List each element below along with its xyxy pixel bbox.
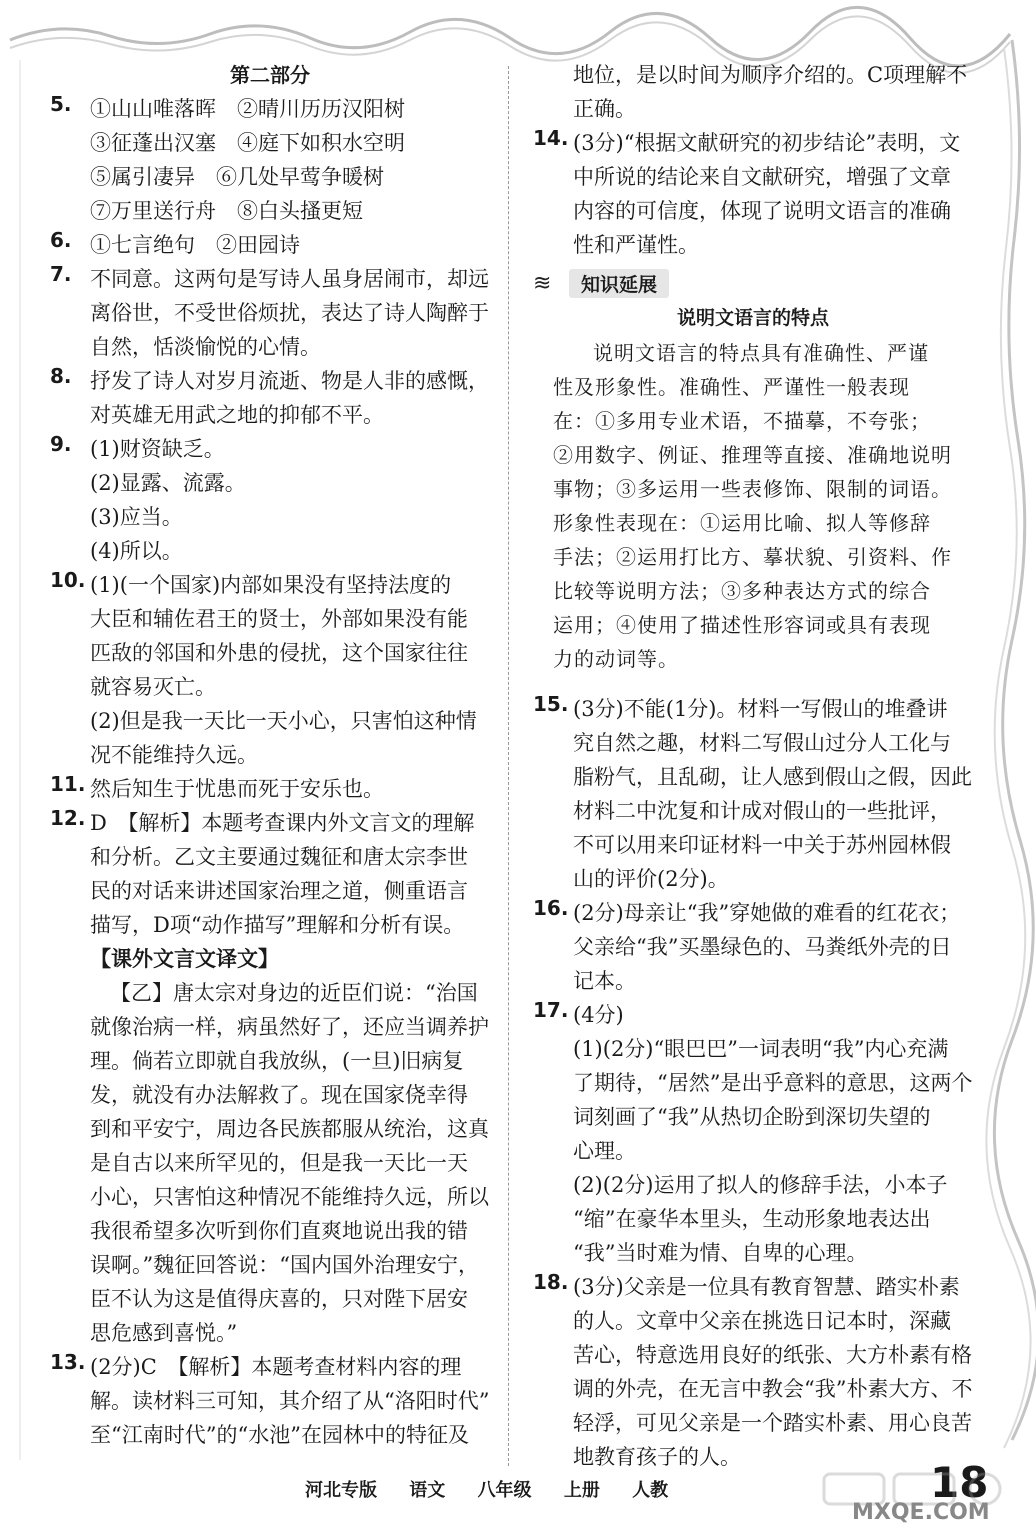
translation-line: 就像治病一样，病虽然好了，还应当调养护 <box>90 1015 489 1039</box>
answer-line: 轻浮，可见父亲是一个踏实朴素、用心良苦 <box>573 1411 972 1435</box>
answer-line: 了期待，“居然”是出乎意料的意思，这两个 <box>573 1071 973 1095</box>
answer-line: 匹敌的邻国和外患的侵扰，这个国家往往 <box>90 641 468 665</box>
question-number: 13. <box>50 1350 86 1374</box>
left-column <box>50 58 490 1452</box>
footer-grade: 八年级 <box>477 1480 532 1501</box>
answer-line: (3)应当。 <box>90 505 183 529</box>
question-13-continued <box>533 58 973 126</box>
question-5 <box>50 92 490 228</box>
watermark-text: MXQE.COM <box>852 1500 990 1525</box>
answer-line: 调的外壳，在无言中教会“我”朴素大方、不 <box>573 1377 973 1401</box>
wave-lines-icon: ≋ <box>533 270 552 296</box>
question-number: 6. <box>50 228 72 252</box>
knowledge-line: 形象性表现在：①运用比喻、拟人等修辞 <box>553 511 931 535</box>
knowledge-line: 性及形象性。准确性、严谨性一般表现 <box>553 375 910 399</box>
answer-line: 词刻画了“我”从热切企盼到深切失望的 <box>573 1105 931 1129</box>
question-7 <box>50 262 490 364</box>
translation-line: 我很希望多次听到你们直爽地说出我的错 <box>90 1219 468 1243</box>
answer-line: 地教育孩子的人。 <box>573 1445 741 1469</box>
question-number: 16. <box>533 896 569 920</box>
answer-line: (2)显露、流露。 <box>90 471 246 495</box>
page-number: 18 <box>930 1458 989 1507</box>
answer-line: 民的对话来讲述国家治理之道，侧重语言 <box>90 879 468 903</box>
answer-line: 对英雄无用武之地的抑郁不平。 <box>90 403 384 427</box>
question-8 <box>50 364 490 432</box>
answer-line: (3分)父亲是一位具有教育智慧、踏实朴素 <box>573 1275 960 1299</box>
answer-line: 描写，D项“动作描写”理解和分析有误。 <box>90 913 465 937</box>
translation-line: 思危感到喜悦。” <box>90 1321 238 1345</box>
answer-line: (2分)母亲让“我”穿她做的难看的红花衣； <box>573 901 961 925</box>
knowledge-line: 说明文语言的特点具有准确性、严谨 <box>593 341 929 365</box>
knowledge-line: 运用；④使用了描述性形容词或具有表现 <box>553 613 931 637</box>
answer-line: 然后知生于忧患而死于安乐也。 <box>90 777 384 801</box>
answer-line: 就容易灭亡。 <box>90 675 216 699</box>
answer-line: (2分)C 【解析】本题考查材料内容的理 <box>90 1355 462 1379</box>
answer-line: (3分)不能(1分)。材料一写假山的堆叠讲 <box>573 697 948 721</box>
knowledge-title: 说明文语言的特点 <box>676 307 829 329</box>
translation-line: 误啊。”魏征回答说：“国内国外治理安宁， <box>90 1253 479 1277</box>
answer-line: (3分)“根据文献研究的初步结论”表明，文 <box>573 131 961 155</box>
answer-line: 记本。 <box>573 969 636 993</box>
question-number: 9. <box>50 432 72 456</box>
question-15 <box>533 692 973 896</box>
answer-line: 心理。 <box>573 1139 636 1163</box>
answer-line: “我”当时难为情、自卑的心理。 <box>573 1241 868 1265</box>
question-10 <box>50 568 490 772</box>
translation-line: 是自古以来所罕见的，但是我一天比一天 <box>90 1151 468 1175</box>
question-number: 11. <box>50 772 86 796</box>
answer-line: ③征蓬出汉塞 ④庭下如积水空明 <box>90 131 405 155</box>
answer-line: 自然，恬淡愉悦的心情。 <box>90 335 321 359</box>
question-number: 8. <box>50 364 72 388</box>
knowledge-line: 在：①多用专业术语，不描摹，不夸张； <box>553 409 931 433</box>
footer-subject: 语文 <box>409 1480 446 1501</box>
answer-line: ⑦万里送行舟 ⑧白头搔更短 <box>90 199 363 223</box>
knowledge-line: 比较等说明方法；③多种表达方式的综合 <box>553 579 931 603</box>
question-6 <box>50 228 490 262</box>
answer-line: 父亲给“我”买墨绿色的、马粪纸外壳的日 <box>573 935 952 959</box>
knowledge-body <box>533 336 973 676</box>
answer-line: 中所说的结论来自文献研究，增强了文章 <box>573 165 951 189</box>
answer-line: ①七言绝句 ②田园诗 <box>90 233 300 257</box>
answer-line: 内容的可信度，体现了说明文语言的准确 <box>573 199 951 223</box>
answer-line: 地位，是以时间为顺序介绍的。C项理解不 <box>573 63 968 87</box>
page-footer <box>305 1476 686 1502</box>
translation-line: 到和平安宁，周边各民族都服从统治，这真 <box>90 1117 489 1141</box>
question-13 <box>50 1350 490 1452</box>
answer-line: 不可以用来印证材料一中关于苏州园林假 <box>573 833 951 857</box>
answer-line: (1)财资缺乏。 <box>90 437 225 461</box>
knowledge-extension-header <box>533 266 973 300</box>
footer-volume: 上册 <box>563 1480 600 1501</box>
answer-line: (2)但是我一天比一天小心，只害怕这种情 <box>90 709 477 733</box>
answer-line: 况不能维持久远。 <box>90 743 258 767</box>
answer-line: 不同意。这两句是写诗人虽身居闹市，却远 <box>90 267 489 291</box>
answer-line: 山的评价(2分)。 <box>573 867 729 891</box>
answer-line: (2)(2分)运用了拟人的修辞手法，小本子 <box>573 1173 948 1197</box>
answer-line: (4分) <box>573 1003 624 1027</box>
answer-line: 离俗世，不受世俗烦扰，表达了诗人陶醉于 <box>90 301 489 325</box>
question-17 <box>533 998 973 1270</box>
answer-line: 和分析。乙文主要通过魏征和唐太宗李世 <box>90 845 468 869</box>
knowledge-line: 力的动词等。 <box>553 647 679 671</box>
answer-line: ⑤属引凄异 ⑥几处早莺争暖树 <box>90 165 384 189</box>
question-number: 12. <box>50 806 86 830</box>
column-divider <box>508 66 509 1466</box>
question-number: 14. <box>533 126 569 150</box>
answer-line: 的人。文章中父亲在挑选日记本时，深藏 <box>573 1309 951 1333</box>
question-9 <box>50 432 490 568</box>
translation-line: 发，就没有办法解救了。现在国家侥幸得 <box>90 1083 468 1107</box>
footer-edition: 河北专版 <box>305 1480 377 1501</box>
answer-line: 至“江南时代”的“水池”在园林中的特征及 <box>90 1423 469 1447</box>
right-column <box>533 58 973 1474</box>
question-16 <box>533 896 973 998</box>
knowledge-line: ②用数字、例证、推理等直接、准确地说明 <box>553 443 952 467</box>
question-number: 15. <box>533 692 569 716</box>
answer-line: D 【解析】本题考查课内外文言文的理解 <box>90 811 475 835</box>
footer-publisher: 人教 <box>632 1480 669 1501</box>
answer-line: (4)所以。 <box>90 539 183 563</box>
knowledge-line: 事物；③多运用一些表修饰、限制的词语。 <box>553 477 952 501</box>
answer-line: 究自然之趣，材料二写假山过分人工化与 <box>573 731 951 755</box>
answer-line: ①山山唯落晖 ②晴川历历汉阳树 <box>90 97 405 121</box>
knowledge-extension-label: 知识延展 <box>569 269 669 298</box>
answer-line: 性和严谨性。 <box>573 233 699 257</box>
question-18 <box>533 1270 973 1474</box>
question-number: 17. <box>533 998 569 1022</box>
question-12 <box>50 806 490 1350</box>
answer-line: 脂粉气，且乱砌，让人感到假山之假，因此 <box>573 765 972 789</box>
translation-line: 小心，只害怕这种情况不能维持久远，所以 <box>90 1185 489 1209</box>
translation-line: 【乙】唐太宗对身边的近臣们说：“治国 <box>110 981 478 1005</box>
question-number: 7. <box>50 262 72 286</box>
answer-line: 材料二中沈复和计成对假山的一些批评， <box>573 799 951 823</box>
question-number: 18. <box>533 1270 569 1294</box>
section-title: 第二部分 <box>230 63 310 87</box>
answer-line: “缩”在豪华本里头，生动形象地表达出 <box>573 1207 931 1231</box>
knowledge-line: 手法；②运用打比方、摹状貌、引资料、作 <box>553 545 952 569</box>
answer-line: 正确。 <box>573 97 636 121</box>
answer-line: 解。读材料三可知，其介绍了从“洛阳时代” <box>90 1389 490 1413</box>
translation-heading: 【课外文言文译文】 <box>90 947 279 971</box>
question-11 <box>50 772 490 806</box>
answer-line: (1)(2分)“眼巴巴”一词表明“我”内心充满 <box>573 1037 949 1061</box>
answer-line: 抒发了诗人对岁月流逝、物是人非的感慨， <box>90 369 489 393</box>
answer-line: 苦心，特意选用良好的纸张、大方朴素有格 <box>573 1343 972 1367</box>
translation-line: 臣不认为这是值得庆喜的，只对陛下居安 <box>90 1287 468 1311</box>
answer-line: 大臣和辅佐君王的贤士，外部如果没有能 <box>90 607 468 631</box>
question-14 <box>533 126 973 262</box>
answer-line: (1)(一个国家)内部如果没有坚持法度的 <box>90 573 452 597</box>
question-number: 10. <box>50 568 86 592</box>
question-number: 5. <box>50 92 72 116</box>
translation-line: 理。倘若立即就自我放纵，(一旦)旧病复 <box>90 1049 464 1073</box>
